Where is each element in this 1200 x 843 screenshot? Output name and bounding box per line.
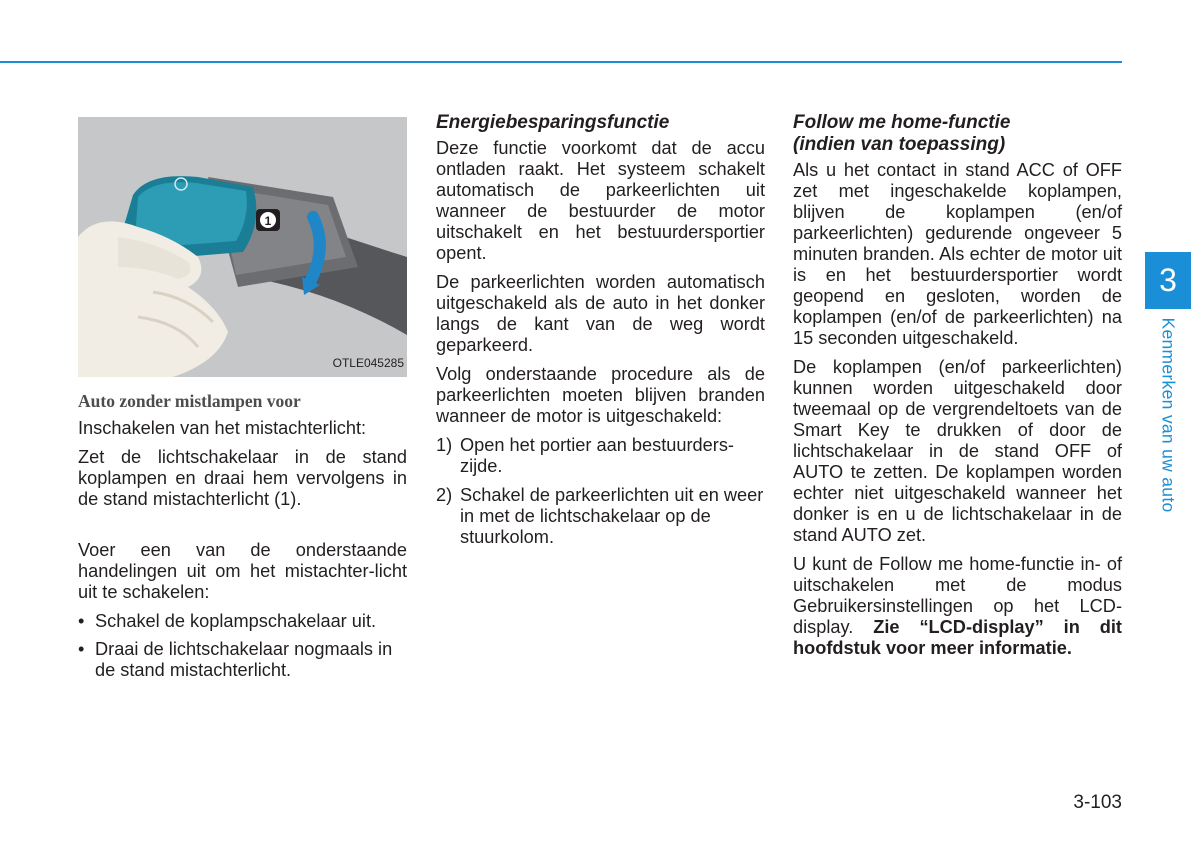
bullet-item: • Schakel de koplampschakelaar uit. — [78, 611, 407, 632]
section-heading: Energiebesparingsfunctie — [436, 112, 670, 133]
paragraph: Volg onderstaande procedure als de parkeerlichten moeten blijven branden wanneer de motor is uitgeschakeld: — [436, 364, 765, 426]
light-switch-figure — [78, 117, 407, 377]
heading-line: Follow me home-functie — [793, 112, 1011, 133]
step-item — [436, 485, 765, 548]
paragraph: Als u het contact in stand ACC of OFF zet met ingeschakelde koplampen, blijven de koplampen (en/of parkeerlichten) gedurende ongeveer 5 minuten branden. Als echter de motor uit is en het bestuurdersportier wordt geopend en gesloten, worden de koplampen (en/of de parkeerlichten) na 15 seconden uitgeschakeld. — [793, 160, 1122, 348]
chapter-tab: 3 — [1145, 252, 1191, 309]
paragraph: De koplampen (en/of parkeerlichten) kunnen worden uitgeschakeld door tweemaal op de vergrendeltoets van de Smart Key te drukken of door de lichtschakelaar in de stand OFF of AUTO te zetten. De koplampen worden echter niet uitgeschakeld wanneer het donker is en u de lichtschakelaar in de stand AUTO zet. — [793, 357, 1122, 545]
figure-code: OTLE045285 — [332, 356, 404, 370]
paragraph: Deze functie voorkomt dat de accu ontladen raakt. Het systeem schakelt automatisch de parkeerlichten uit wanneer de bestuurder de motor uitschakelt en het bestuurdersportier opent. — [436, 138, 765, 263]
paragraph: De parkeerlichten worden automatisch uitgeschakeld als de auto in het donker langs de kant van de weg wordt geparkeerd. — [436, 272, 765, 355]
column-left — [78, 112, 407, 688]
section-caption: Auto zonder mistlampen voor — [78, 391, 301, 411]
light-switch-illustration — [78, 117, 407, 377]
column-middle — [436, 112, 765, 556]
bullet-item: • Draai de lichtschakelaar nogmaals in de stand mistachterlicht. — [78, 639, 407, 681]
cross-reference: Zie “LCD-display” in dit hoofdstuk voor meer informatie. — [793, 617, 1122, 658]
paragraph: Voer een van de onderstaande handelingen uit om het mistachter-licht uit te schakelen: — [78, 540, 407, 602]
top-rule — [0, 61, 1122, 63]
page-number: 3-103 — [1073, 792, 1122, 813]
column-right — [793, 112, 1122, 667]
step-list — [436, 435, 765, 548]
heading-line: (indien van toepassing) — [793, 134, 1006, 155]
paragraph-text: U kunt de Follow me home-functie in- of uitschakelen met de modus Gebruikersinstellingen op het LCD-display. — [793, 554, 1122, 637]
section-heading — [793, 112, 1122, 156]
bullet-list — [78, 611, 407, 681]
paragraph: Zet de lichtschakelaar in de stand koplampen en draai hem vervolgens in de stand mistachterlicht (1). — [78, 447, 407, 509]
step-text: Schakel de parkeerlichten uit en weer in met de lichtschakelaar op de stuurkolom. — [460, 485, 764, 547]
step-text: Open het portier aan bestuurders-zijde. — [460, 435, 734, 476]
chapter-title: Kenmerken van uw auto — [1158, 317, 1179, 513]
step-number: 1) — [436, 435, 453, 455]
paragraph — [793, 554, 1122, 659]
step-number: 2) — [436, 485, 453, 505]
step-item — [436, 435, 765, 477]
paragraph: Inschakelen van het mistachterlicht: — [78, 418, 367, 438]
callout-number: 1 — [264, 214, 272, 228]
